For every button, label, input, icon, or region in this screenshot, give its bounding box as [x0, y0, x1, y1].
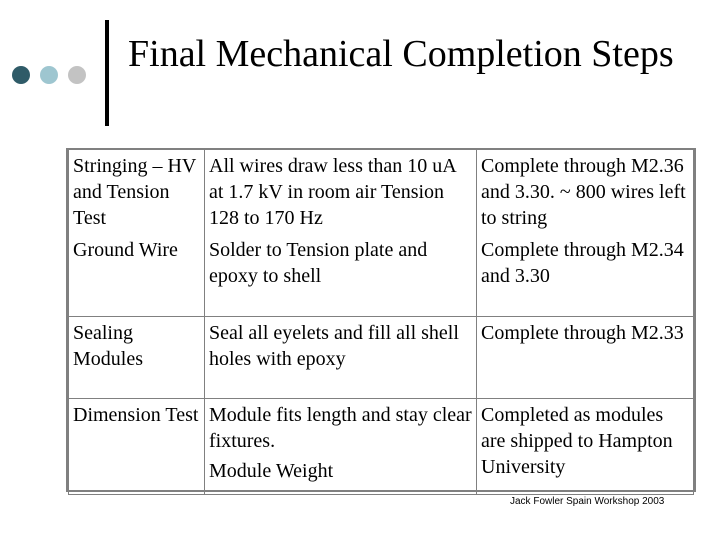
steps-table: [66, 148, 696, 492]
title-divider: [105, 20, 109, 126]
decor-dot-gray: [68, 66, 86, 84]
step-cell: Dimension Test: [69, 398, 205, 494]
detail-cell: [205, 398, 477, 494]
status-cell: Complete through M2.34 and 3.30: [477, 234, 694, 316]
detail-cell: Seal all eyelets and fill all shell holes with epoxy: [205, 316, 477, 398]
table-row: [69, 316, 694, 398]
detail-line: Module fits length and stay clear fixtures.: [209, 403, 472, 452]
table-row: [69, 150, 694, 234]
step-cell: Ground Wire: [69, 234, 205, 316]
slide-title: Final Mechanical Completion Steps: [128, 33, 674, 75]
step-cell: Stringing – HV and Tension Test: [69, 150, 205, 234]
detail-cell: Solder to Tension plate and epoxy to shell: [205, 234, 477, 316]
detail-cell: All wires draw less than 10 uA at 1.7 kV in room air Tension 128 to 170 Hz: [205, 150, 477, 234]
status-cell: Completed as modules are shipped to Hampton University: [477, 398, 694, 494]
detail-line-weight: Module Weight: [209, 459, 334, 482]
status-cell: Complete through M2.33: [477, 316, 694, 398]
table-row: [69, 234, 694, 316]
footer-credit: Jack Fowler Spain Workshop 2003: [510, 496, 665, 507]
table-row: [69, 398, 694, 494]
step-cell: Sealing Modules: [69, 316, 205, 398]
status-cell: Complete through M2.36 and 3.30. ~ 800 wires left to string: [477, 150, 694, 234]
decor-dot-light-blue: [40, 66, 58, 84]
decor-dot-dark: [12, 66, 30, 84]
